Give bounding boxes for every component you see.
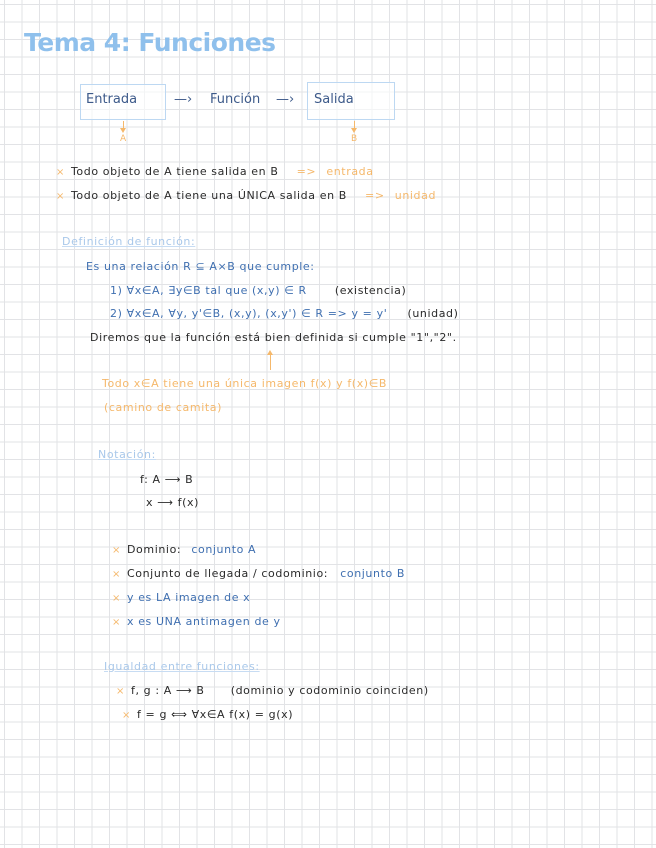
bullet-icon: ×: [112, 569, 121, 580]
flow-function-label: Función: [210, 92, 261, 107]
bullet-icon: ×: [112, 545, 121, 556]
bullet-icon: ×: [56, 167, 65, 178]
equality-heading: Igualdad entre funciones:: [104, 660, 260, 673]
equality-line-1: × f, g : A ⟶ B (dominio y codominio coinciden): [116, 684, 429, 697]
flow-arrow-1: —›: [174, 92, 193, 107]
term-image: × y es LA imagen de x: [112, 591, 251, 604]
notation-heading: Notación:: [98, 448, 156, 461]
property-existence: × Todo objeto de A tiene salida en B => entrada: [56, 165, 374, 178]
bullet-icon: ×: [112, 617, 121, 628]
arrow-down-icon: [123, 121, 124, 131]
definition-conclusion: Diremos que la función está bien definida si cumple "1","2".: [90, 331, 457, 344]
arrow-up-icon: [270, 354, 271, 370]
definition-heading: Definición de función:: [62, 235, 196, 248]
bullet-icon: ×: [56, 191, 65, 202]
bullet-icon: ×: [122, 710, 131, 721]
page-title: Tema 4: Funciones: [24, 28, 276, 57]
set-b-label: B: [351, 134, 358, 144]
notation-line-1: f: A ⟶ B: [140, 473, 194, 486]
definition-condition-2: 2) ∀x∈A, ∀y, y'∈B, (x,y), (x,y') ∈ R => y = y' (unidad): [110, 307, 459, 320]
definition-condition-1: 1) ∀x∈A, ∃y∈B tal que (x,y) ∈ R (existencia): [110, 284, 407, 297]
remark-line-2: (camino de camita): [104, 401, 223, 414]
term-codomain: × Conjunto de llegada / codominio: conjunto B: [112, 567, 406, 580]
equality-line-2: × f = g ⟺ ∀x∈A f(x) = g(x): [122, 708, 294, 721]
remark-line-1: Todo x∈A tiene una única imagen f(x) y f(x)∈B: [102, 377, 388, 390]
flow-input-label: Entrada: [86, 92, 138, 107]
notation-line-2: x ⟶ f(x): [146, 496, 200, 509]
definition-intro: Es una relación R ⊆ A×B que cumple:: [86, 260, 315, 273]
arrow-down-icon: [354, 121, 355, 131]
property-uniqueness: × Todo objeto de A tiene una ÚNICA salida en B => unidad: [56, 189, 437, 202]
set-a-label: A: [120, 134, 127, 144]
flow-output-label: Salida: [314, 92, 354, 107]
bullet-icon: ×: [112, 593, 121, 604]
term-domain: × Dominio: conjunto A: [112, 543, 257, 556]
flow-arrow-2: —›: [276, 92, 295, 107]
term-preimage: × x es UNA antimagen de y: [112, 615, 281, 628]
bullet-icon: ×: [116, 686, 125, 697]
